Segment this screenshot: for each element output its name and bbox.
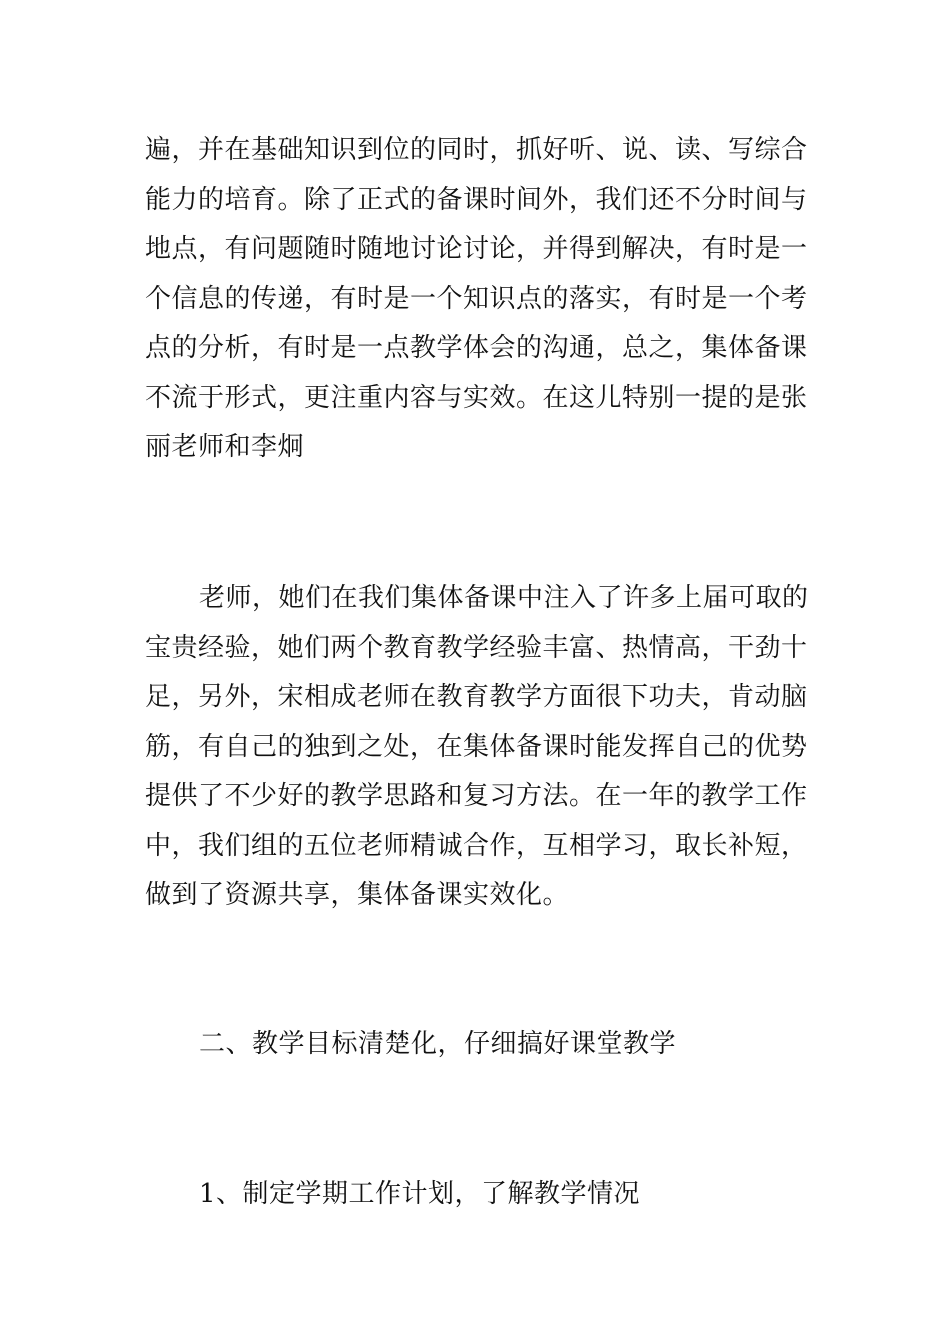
subsection-heading: 1、制定学期工作计划，了解教学情况 [199, 1179, 641, 1209]
section-heading: 二、教学目标清楚化，仔细搞好课堂教学 [199, 1029, 677, 1059]
body-paragraph: 老师，她们在我们集体备课中注入了许多上届可取的宝贵经验，她们两个教育教学经验丰富、热情高，干劲十足，另外，宋相成老师在教育教学方面很下功夫，肯动脑筋，有自己的独到之处，在集体备课时能发挥自己的优势提供了不少好的教学思路和复习方法。在一年的教学工作中，我们组的五位老师精诚合作，互相学习，取长补短，做到了资源共享，集体备课实效化。 [145, 583, 809, 910]
body-paragraph: 遍，并在基础知识到位的同时，抓好听、说、读、写综合能力的培育。除了正式的备课时间外，我们还不分时间与地点，有问题随时随地讨论讨论，并得到解决，有时是一个信息的传递，有时是一个知识点的落实，有时是一个考点的分析，有时是一点教学体会的沟通，总之，集体备课不流于形式，更注重内容与实效。在这儿特别一提的是张丽老师和李炯 [145, 135, 808, 462]
